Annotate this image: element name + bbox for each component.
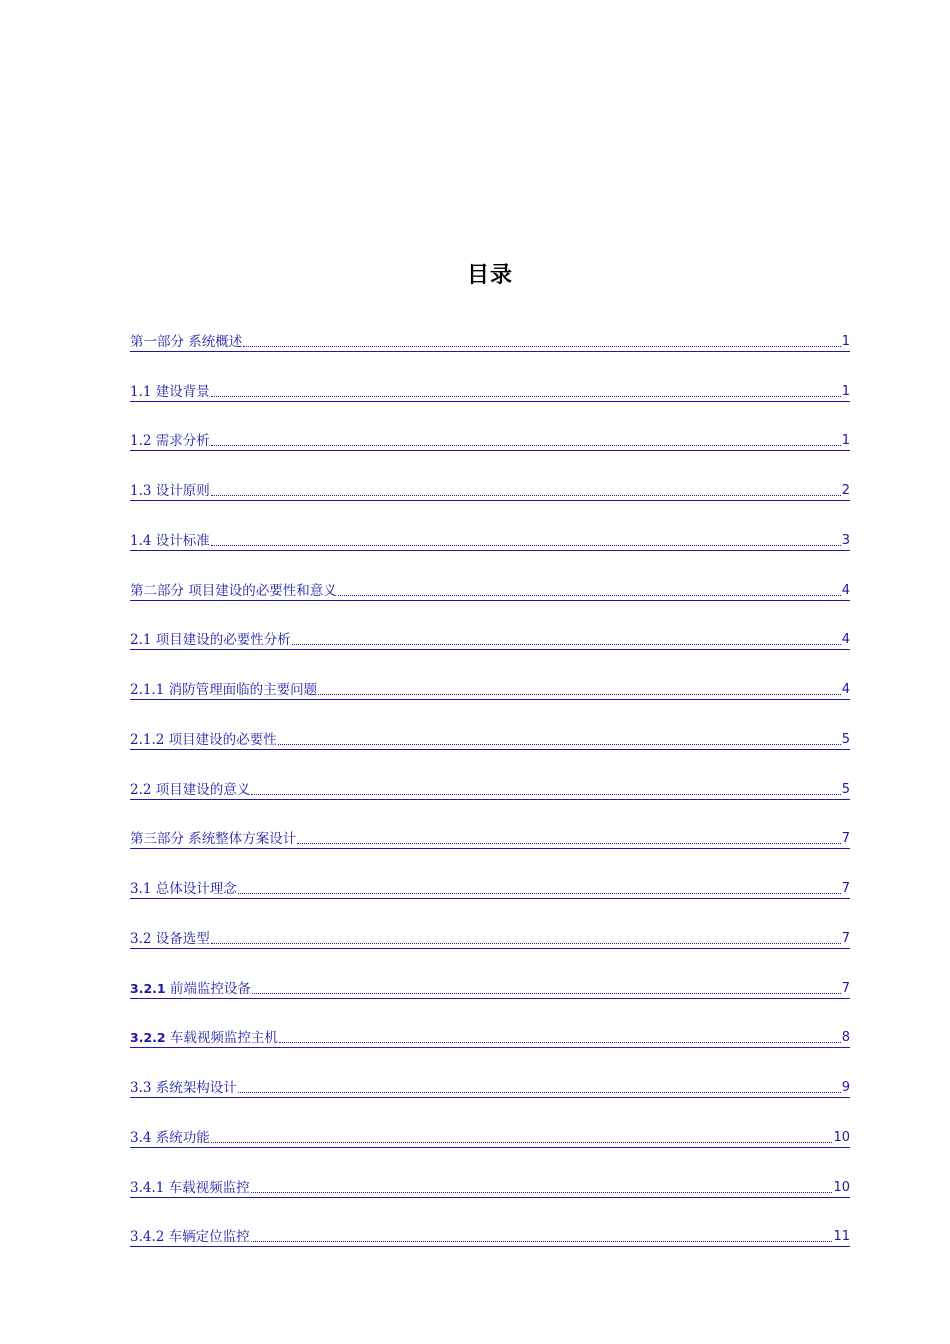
toc-page-number: 11 xyxy=(833,1229,850,1245)
toc-page-number: 10 xyxy=(833,1129,850,1145)
dot-leader xyxy=(252,992,841,994)
toc-entry-13[interactable] xyxy=(130,911,850,961)
toc-entry-11[interactable] xyxy=(130,812,850,862)
dot-leader xyxy=(211,494,841,496)
dot-leader xyxy=(318,693,841,695)
toc-link[interactable] xyxy=(130,483,850,501)
toc-link[interactable] xyxy=(130,831,850,849)
toc-entry-9[interactable] xyxy=(130,712,850,762)
toc-entry-label: 2.1 项目建设的必要性分析 xyxy=(130,632,291,649)
toc-entry-label: 第一部分 系统概述 xyxy=(130,333,243,350)
toc-entry-6[interactable] xyxy=(130,563,850,613)
toc-page-number: 7 xyxy=(841,930,850,946)
dot-leader xyxy=(292,643,841,645)
toc-entry-label: 2.1.1 消防管理面临的主要问题 xyxy=(130,682,318,698)
toc-entry-label: 第三部分 系统整体方案设计 xyxy=(130,831,297,848)
toc-link[interactable] xyxy=(130,1130,850,1148)
toc-entry-3[interactable] xyxy=(130,414,850,464)
table-of-contents xyxy=(130,314,850,1259)
toc-link[interactable] xyxy=(130,433,850,451)
toc-entry-5[interactable] xyxy=(130,513,850,563)
toc-entry-label: 3.3 系统架构设计 xyxy=(130,1080,237,1096)
toc-entry-12[interactable] xyxy=(130,861,850,911)
toc-link[interactable] xyxy=(130,1229,850,1247)
toc-entry-8[interactable] xyxy=(130,662,850,712)
toc-page-number: 5 xyxy=(841,731,850,747)
dot-leader xyxy=(238,1091,841,1093)
toc-link[interactable] xyxy=(130,931,850,949)
toc-link[interactable] xyxy=(130,981,850,999)
toc-link[interactable] xyxy=(130,1080,850,1098)
toc-page-number: 1 xyxy=(841,333,850,349)
toc-page-number: 1 xyxy=(841,433,850,449)
toc-title: 目录 xyxy=(466,263,513,288)
toc-link[interactable] xyxy=(130,1180,850,1198)
toc-page-number: 4 xyxy=(841,632,850,648)
toc-page-number: 4 xyxy=(841,582,850,598)
toc-entry-label xyxy=(130,1030,278,1046)
toc-entry-number: 3.2.2 xyxy=(130,1030,166,1046)
toc-entry-14[interactable] xyxy=(130,961,850,1011)
dot-leader xyxy=(211,444,841,446)
toc-link[interactable] xyxy=(130,384,850,402)
toc-entry-text: 车载视频监控主机 xyxy=(165,1030,278,1047)
toc-entry-label: 3.4 系统功能 xyxy=(130,1129,210,1146)
toc-link[interactable] xyxy=(130,732,850,750)
toc-entry-19[interactable] xyxy=(130,1210,850,1260)
toc-entry-16[interactable] xyxy=(130,1060,850,1110)
toc-entry-7[interactable] xyxy=(130,613,850,663)
dot-leader xyxy=(211,1141,833,1143)
toc-entry-2[interactable] xyxy=(130,364,850,414)
dot-leader xyxy=(251,793,840,795)
toc-entry-label: 1.2 需求分析 xyxy=(130,433,210,450)
dot-leader xyxy=(251,1240,833,1242)
toc-entry-4[interactable] xyxy=(130,463,850,513)
toc-entry-label: 3.4.1 车载视频监控 xyxy=(130,1179,250,1196)
toc-entry-label: 1.3 设计原则 xyxy=(130,483,210,499)
toc-link[interactable] xyxy=(130,533,850,551)
toc-entry-label: 2.1.2 项目建设的必要性 xyxy=(130,731,277,748)
toc-entry-15[interactable] xyxy=(130,1011,850,1061)
toc-page-number: 1 xyxy=(841,383,850,399)
toc-page-number: 5 xyxy=(841,781,850,797)
toc-link[interactable] xyxy=(130,682,850,700)
toc-entry-label: 3.4.2 车辆定位监控 xyxy=(130,1229,250,1246)
dot-leader xyxy=(297,842,840,844)
dot-leader xyxy=(338,594,841,596)
toc-page-number: 10 xyxy=(833,1179,850,1195)
toc-link[interactable] xyxy=(130,632,850,650)
toc-page-number: 2 xyxy=(841,483,850,498)
toc-entry-1[interactable] xyxy=(130,314,850,364)
toc-page-number: 7 xyxy=(841,881,850,896)
toc-entry-label: 3.1 总体设计理念 xyxy=(130,881,237,897)
toc-page-number: 4 xyxy=(841,682,850,697)
toc-entry-label: 第二部分 项目建设的必要性和意义 xyxy=(130,582,337,599)
dot-leader xyxy=(278,743,841,745)
dot-leader xyxy=(211,395,841,397)
toc-page-number: 8 xyxy=(841,1030,850,1046)
toc-entry-label: 3.2 设备选型 xyxy=(130,930,210,947)
toc-page-number: 7 xyxy=(841,980,850,996)
toc-link[interactable] xyxy=(130,782,850,800)
toc-entry-label: 1.1 建设背景 xyxy=(130,383,210,400)
dot-leader xyxy=(279,1041,841,1043)
toc-page-number: 9 xyxy=(841,1080,850,1095)
toc-link[interactable] xyxy=(130,583,850,601)
toc-link[interactable] xyxy=(130,881,850,899)
toc-entry-17[interactable] xyxy=(130,1110,850,1160)
toc-entry-label: 1.4 设计标准 xyxy=(130,532,210,549)
toc-link[interactable] xyxy=(130,334,850,352)
toc-page-number: 3 xyxy=(841,532,850,548)
dot-leader xyxy=(211,544,841,546)
toc-entry-label xyxy=(130,981,251,997)
toc-entry-label: 2.2 项目建设的意义 xyxy=(130,781,251,798)
toc-link[interactable] xyxy=(130,1030,850,1048)
dot-leader xyxy=(243,345,840,347)
dot-leader xyxy=(211,942,841,944)
dot-leader xyxy=(238,892,841,894)
toc-page-number: 7 xyxy=(841,831,850,847)
toc-entry-number: 3.2.1 xyxy=(130,980,166,996)
toc-entry-18[interactable] xyxy=(130,1160,850,1210)
toc-entry-text: 前端监控设备 xyxy=(165,980,251,997)
toc-entry-10[interactable] xyxy=(130,762,850,812)
dot-leader xyxy=(251,1191,833,1193)
